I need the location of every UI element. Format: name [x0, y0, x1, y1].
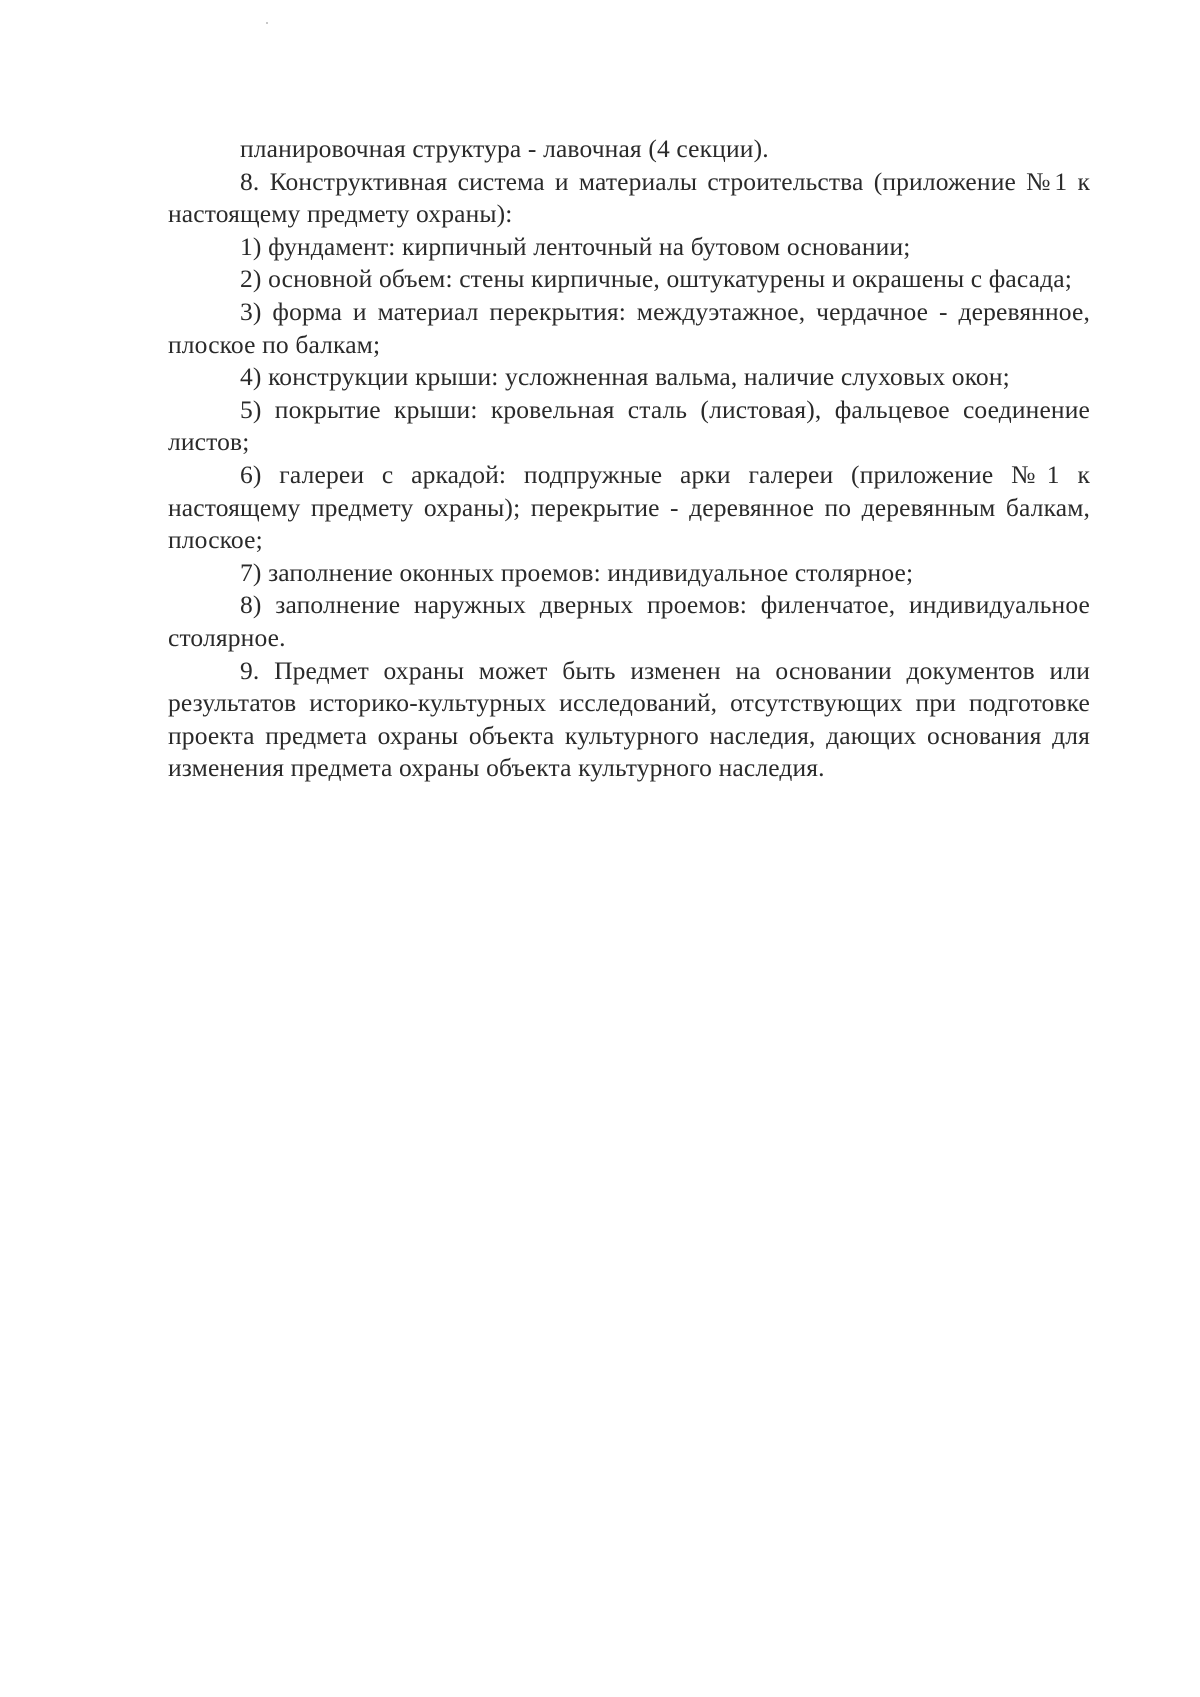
- paragraph-item-2-main-volume: 2) основной объем: стены кирпичные, оштукатурены и окрашены с фасада;: [240, 264, 1072, 294]
- document-body: [168, 133, 1090, 785]
- paragraph-section-8: 8. Конструктивная система и материалы строительства (приложение №1 к настоящему предмету охраны):: [168, 166, 1090, 229]
- paragraph-section-9: 9. Предмет охраны может быть изменен на основании документов или результатов историко-культурных исследований, отсутствующих при подготовке проекта предмета охраны объекта культурного наследия, дающих основания для изменения предмета охраны объекта культурного наследия.: [168, 655, 1090, 783]
- paragraph-item-5-roof-covering: 5) покрытие крыши: кровельная сталь (листовая), фальцевое соединение листов;: [168, 394, 1090, 457]
- paragraph-item-4-roof-structure: 4) конструкции крыши: усложненная вальма, наличие слуховых окон;: [240, 362, 1010, 392]
- paragraph-item-3-floors: 3) форма и материал перекрытия: междуэтажное, чердачное - деревянное, плоское по балкам;: [168, 296, 1090, 359]
- paragraph-item-6-galleries: 6) галереи с аркадой: подпружные арки галереи (приложение №1 к настоящему предмету охраны); перекрытие - деревянное по деревянным балкам, плоское;: [168, 459, 1090, 555]
- paragraph-item-8-doors: 8) заполнение наружных дверных проемов: филенчатое, индивидуальное столярное.: [168, 590, 1090, 652]
- paragraph-planning-structure: планировочная структура - лавочная (4 секции).: [240, 134, 769, 163]
- paragraph-item-7-windows: 7) заполнение оконных проемов: индивидуальное столярное;: [240, 557, 914, 587]
- scan-speck: [266, 22, 268, 24]
- paragraph-item-1-foundation: 1) фундамент: кирпичный ленточный на бутовом основании;: [240, 231, 911, 261]
